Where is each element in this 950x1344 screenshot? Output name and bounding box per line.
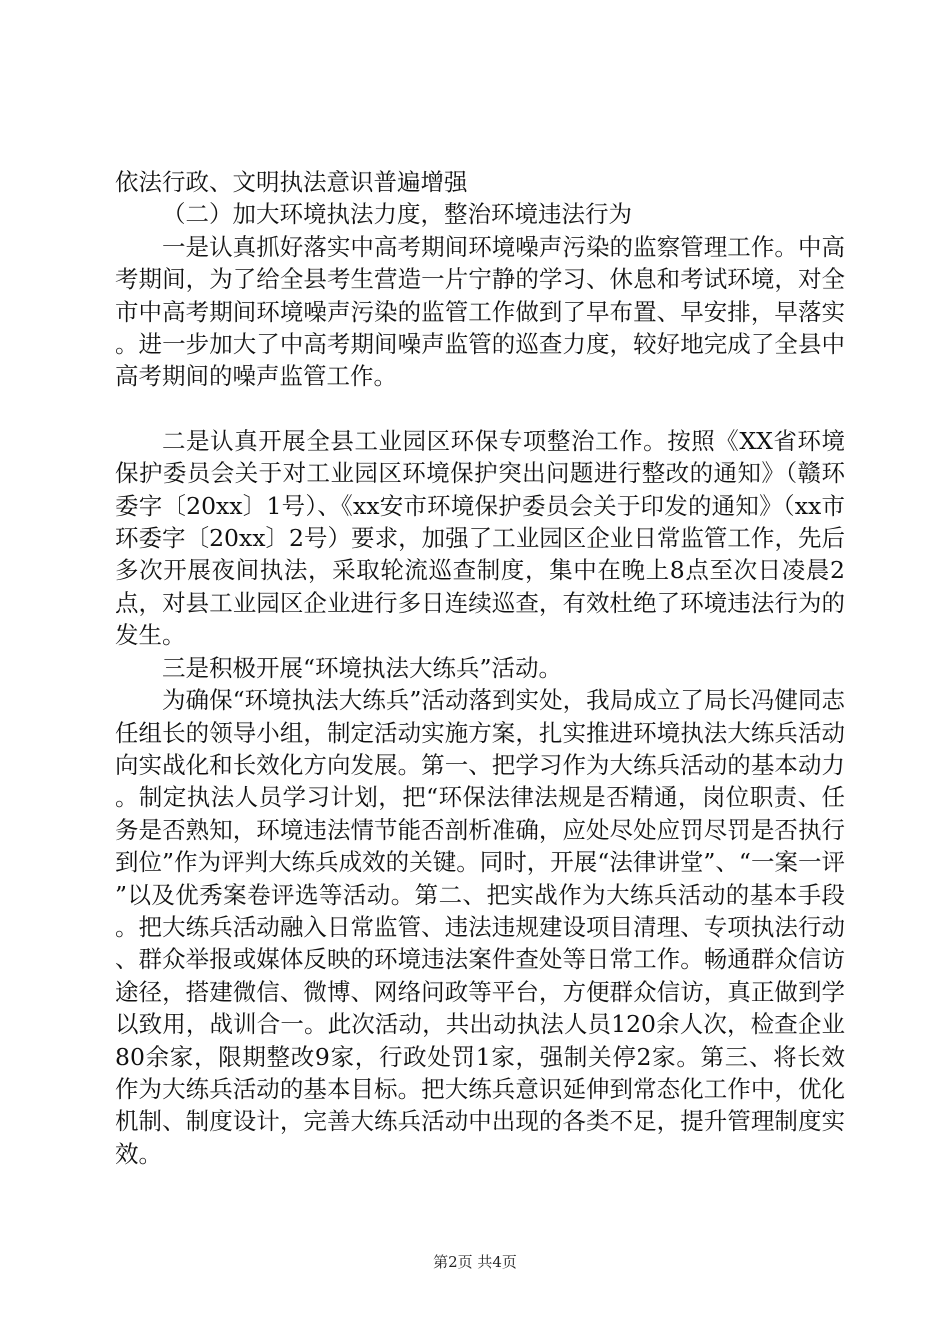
page-number-footer: 第2页 共4页 bbox=[433, 1253, 517, 1271]
paragraph-training-heading: 三是积极开展“环境执法大练兵”活动。 bbox=[162, 653, 563, 682]
paragraph-continuation: 依法行政、文明执法意识普遍增强 bbox=[115, 168, 468, 196]
section-heading-2: （二）加大环境执法力度，整治环境违法行为 bbox=[162, 200, 632, 229]
paragraph-gap bbox=[115, 393, 845, 425]
paragraph-training-details: 为确保“环境执法大练兵”活动落到实处，我局成立了局长冯健同志任组长的领导小组，制定活动实施方案，扎实推进环境执法大练兵活动向实战化和长效化方向发展。第一、把学习作为大练兵活动的基本动力。制定执法人员学习计划，把“环保法律法规是否精通，岗位职责、任务是否熟知，环境违法情节能否剖析准确，应处尽处应罚尽罚是否执行到位”作为评判大练兵成效的关键。同时，开展“法律讲堂”、“一案一评”以及优秀案卷评选等活动。第二、把实战作为大练兵活动的基本手段。把大练兵活动融入日常监管、违法违规建设项目清理、专项执法行动、群众举报或媒体反映的环境违法案件查处等日常工作。畅通群众信访途径，搭建微信、微博、网络问政等平台，方便群众信访，真正做到学以致用，战训合一。此次活动，共出动执法人员120余人次，检查企业80余家，限期整改9家，行政处罚1家，强制关停2家。第三、将长效作为大练兵活动的基本目标。把大练兵意识延伸到常态化工作中，优化机制、制度设计，完善大练兵活动中出现的各类不足，提升管理制度实效。 bbox=[115, 686, 845, 1168]
paragraph-noise-supervision: 一是认真抓好落实中高考期间环境噪声污染的监察管理工作。中高考期间，为了给全县考生营造一片宁静的学习、休息和考试环境，对全市中高考期间环境噪声污染的监管工作做到了早布置、早安排，早落实。进一步加大了中高考期间噪声监管的巡查力度，较好地完成了全县中高考期间的噪声监管工作。 bbox=[115, 232, 845, 391]
paragraph-industrial-park: 二是认真开展全县工业园区环保专项整治工作。按照《XX省环境保护委员会关于对工业园区环境保护突出问题进行整改的通知》（赣环委字〔20xx〕1号）、《xx安市环境保护委员会关于印发的通知》（xx市环委字〔20xx〕2号）要求，加强了工业园区企业日常监管工作，先后多次开展夜间执法，采取轮流巡查制度，集中在晚上8点至次日凌晨2点，对县工业园区企业进行多日连续巡查，有效杜绝了环境违法行为的发生。 bbox=[115, 426, 845, 650]
document-body bbox=[115, 166, 845, 1170]
